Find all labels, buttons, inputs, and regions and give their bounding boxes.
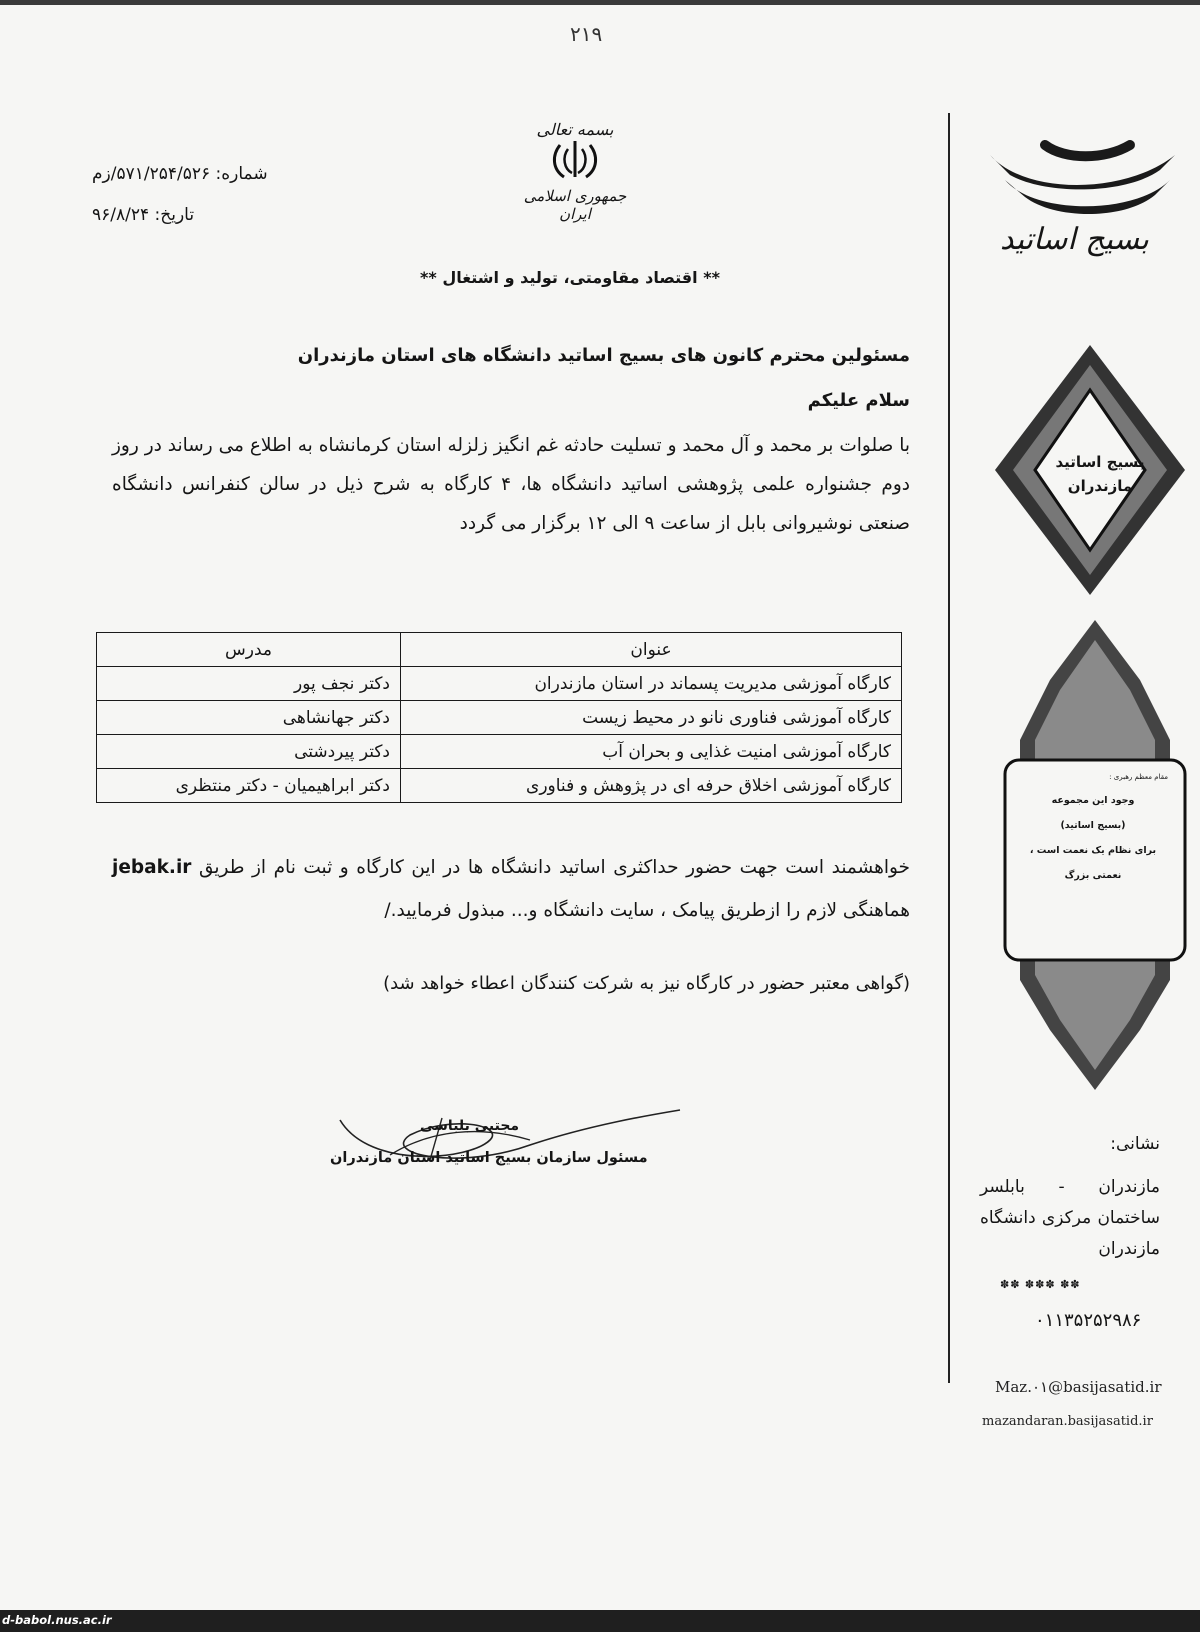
logo-text: بسیج اساتید: [1000, 222, 1149, 257]
workshop-instructor: دکتر ابراهیمیان - دکتر منتظری: [97, 769, 401, 803]
handwritten-signature: [330, 1100, 690, 1190]
closing-paragraph: [112, 846, 910, 932]
registration-url[interactable]: jebak.ir: [112, 857, 192, 878]
table-row: [97, 735, 902, 769]
table-header-row: [97, 633, 902, 667]
workshop-title: کارگاه آموزشی اخلاق حرفه ای در پژوهش و فناوری: [401, 769, 902, 803]
republic-text: جمهوری اسلامی ایران: [523, 187, 627, 223]
workshop-title: کارگاه آموزشی امنیت غذایی و بحران آب: [401, 735, 902, 769]
bismillah-text: بسمه تعالی: [536, 120, 614, 139]
quote-line-3: برای نظام یک نعمت است ،: [1029, 845, 1157, 856]
iran-emblem: [520, 120, 630, 240]
slogan: ** اقتصاد مقاومتی، تولید و اشتغال **: [420, 268, 720, 287]
email-address[interactable]: Maz.۰۱@basijasatid.ir: [995, 1378, 1162, 1396]
handwritten-page-number: ۲۱۹: [570, 22, 603, 46]
table-row: [97, 769, 902, 803]
closing-text-1: خواهشمند است جهت حضور حداکثری اساتید دانشگاه ها در این کارگاه و ثبت نام از طریق: [191, 857, 910, 878]
decorative-stars: ✽✽ ✽✽✽ ✽✽: [1000, 1278, 1081, 1291]
quote-line-1: وجود این مجموعه: [1051, 795, 1135, 806]
sidebar-divider: [948, 113, 950, 1383]
medallion-line-1: بسیج اساتید: [1055, 453, 1145, 471]
table-row: [97, 667, 902, 701]
quote-source: مقام معظم رهبری :: [1109, 773, 1168, 781]
body-paragraph: با صلوات بر محمد و آل محمد و تسلیت حادثه غم انگیز زلزله استان کرمانشاه به اطلاع می رساند در روز دوم جشنواره علمی پژوهشی اساتید دانشگاه ها، ۴ کارگاه به شرح ذیل در سالن کنفرانس دانشگاه صنعتی نوشیروانی بابل از ساعت ۹ الی ۱۲ برگزار می گردد: [112, 435, 910, 534]
phone-number: ۰۱۱۳۵۲۵۲۹۸۶: [1035, 1310, 1142, 1331]
medallion-line-2: مازندران: [1067, 477, 1133, 495]
workshop-title: کارگاه آموزشی فناوری نانو در محیط زیست: [401, 701, 902, 735]
workshop-instructor: دکتر پیردشتی: [97, 735, 401, 769]
footer-source[interactable]: d-babol.nus.ac.ir: [2, 1613, 112, 1627]
letter-date: تاریخ: ۹۶/۸/۲۴: [92, 205, 195, 225]
greeting: سلام علیکم: [807, 390, 910, 411]
leader-quote-panel: [1010, 765, 1176, 953]
signer-title: مسئول سازمان بسیج اساتید استان مازندران: [330, 1150, 648, 1166]
quote-line-4: نعمتی بزرگ: [1064, 870, 1122, 881]
workshop-instructor: دکتر جهانشاهی: [97, 701, 401, 735]
workshop-table: [96, 632, 902, 803]
medallion-text: [1040, 450, 1160, 498]
certificate-note: (گواهی معتبر حضور در کارگاه نیز به شرکت کنندگان اعطاء خواهد شد): [383, 973, 910, 994]
addressee: مسئولین محترم کانون های بسیج اساتید دانشگاه های استان مازندران: [297, 345, 910, 366]
workshop-title: کارگاه آموزشی مدیریت پسماند در استان مازندران: [401, 667, 902, 701]
header-title: عنوان: [401, 633, 902, 667]
quote-line-2: (بسیج اساتید): [1060, 820, 1126, 831]
signer-name: مجتبی بلباسی: [420, 1118, 520, 1134]
top-scan-edge: [0, 0, 1200, 5]
website-url[interactable]: mazandaran.basijasatid.ir: [982, 1414, 1153, 1429]
table-row: [97, 701, 902, 735]
header-instructor: مدرس: [97, 633, 401, 667]
address-text: مازندران - بابلسر ساختمان مرکزی دانشگاه مازندران: [980, 1177, 1160, 1259]
footer-bar: [0, 1610, 1200, 1632]
closing-text-2: هماهنگی لازم را ازطریق پیامک ، سایت دانشگاه و... مبذول فرمایید./: [384, 900, 910, 921]
workshop-instructor: دکتر نجف پور: [97, 667, 401, 701]
address-label: نشانی:: [1110, 1134, 1160, 1154]
emblem-icon: [550, 139, 600, 183]
letter-number: شماره: ۵۷۱/۲۵۴/۵۲۶/زم: [92, 164, 268, 184]
